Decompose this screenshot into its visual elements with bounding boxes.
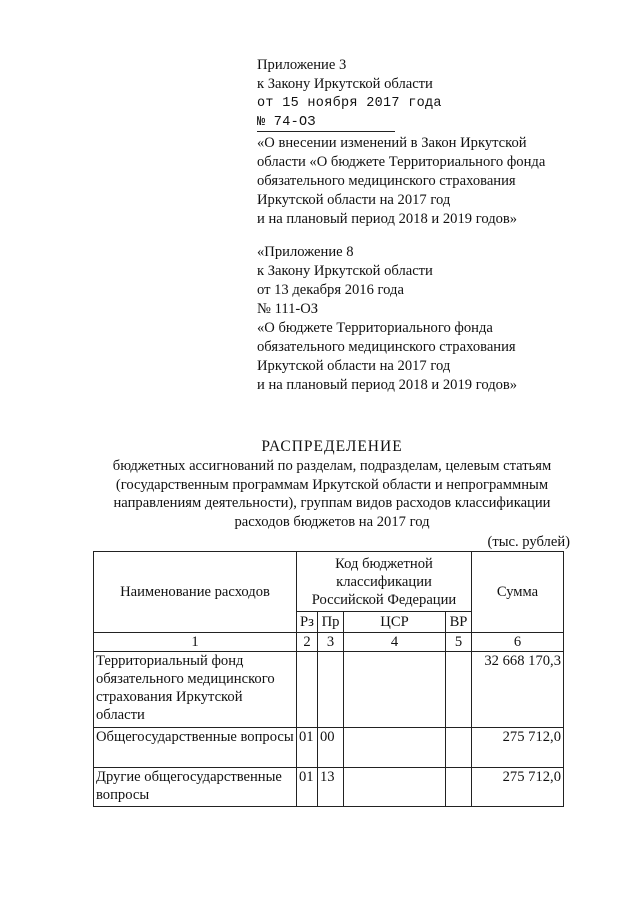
law-number-underline xyxy=(257,131,395,132)
units-label: (тыс. рублей) xyxy=(487,534,570,550)
header-code-group: Код бюджетной классификации Российской Федерации xyxy=(297,552,472,612)
original-appendix-number: «Приложение 8 xyxy=(257,244,354,260)
appendix-law-number: № 74-ОЗ xyxy=(257,115,316,130)
header-pr: Пр xyxy=(318,612,344,633)
row-vr xyxy=(446,768,472,807)
original-appendix-title-1: «О бюджете Территориального фонда xyxy=(257,320,493,336)
original-appendix-law-ref: к Закону Иркутской области xyxy=(257,263,433,279)
row-vr xyxy=(446,728,472,768)
original-appendix-title-4: и на плановый период 2018 и 2019 годов» xyxy=(257,377,518,393)
column-number: 1 xyxy=(94,633,297,652)
header-rz: Рз xyxy=(297,612,318,633)
row-rz xyxy=(297,652,318,728)
column-number: 3 xyxy=(318,633,344,652)
row-csr xyxy=(344,768,446,807)
table-row xyxy=(94,768,564,807)
original-appendix-title-2: обязательного медицинского страхования xyxy=(257,339,516,355)
appendix-law-title-5: и на плановый период 2018 и 2019 годов» xyxy=(257,211,518,227)
row-pr xyxy=(318,652,344,728)
document-title: РАСПРЕДЕЛЕНИЕ xyxy=(261,438,403,455)
appendix-law-title-3: обязательного медицинского страхования xyxy=(257,173,516,189)
row-sum: 32 668 170,3 xyxy=(472,652,564,728)
document-subtitle-2: (государственным программам Иркутской области и непрограммным xyxy=(115,476,549,493)
budget-table xyxy=(93,551,564,807)
appendix-law-title-2: области «О бюджете Территориального фонда xyxy=(257,154,546,170)
row-rz: 01 xyxy=(297,768,318,807)
document-subtitle-1: бюджетных ассигнований по разделам, подразделам, целевым статьям xyxy=(112,458,552,474)
appendix-law-ref: к Закону Иркутской области xyxy=(257,76,433,92)
row-csr xyxy=(344,728,446,768)
column-number: 5 xyxy=(446,633,472,652)
original-appendix-date: от 13 декабря 2016 года xyxy=(257,282,404,298)
header-vr: ВР xyxy=(446,612,472,633)
row-name: Территориальный фонд обязательного медицинского страхования Иркутской области xyxy=(94,652,297,728)
row-vr xyxy=(446,652,472,728)
row-name: Общегосударственные вопросы xyxy=(94,728,297,768)
original-appendix-title-3: Иркутской области на 2017 год xyxy=(257,358,451,374)
header-csr: ЦСР xyxy=(344,612,446,633)
column-number: 2 xyxy=(297,633,318,652)
row-sum: 275 712,0 xyxy=(472,728,564,768)
document-subtitle-4: расходов бюджетов на 2017 год xyxy=(234,513,430,530)
column-number-row xyxy=(94,633,564,652)
header-sum: Сумма xyxy=(472,552,564,633)
column-number: 4 xyxy=(344,633,446,652)
appendix-law-title-4: Иркутской области на 2017 год xyxy=(257,192,451,208)
row-pr: 13 xyxy=(318,768,344,807)
appendix-number: Приложение 3 xyxy=(257,57,347,73)
original-appendix-law-number: № 111-ОЗ xyxy=(257,301,319,317)
header-name: Наименование расходов xyxy=(94,552,297,633)
appendix-date: от 15 ноября 2017 года xyxy=(257,96,442,111)
document-subtitle-3: направлениям деятельности), группам видов расходов классификации xyxy=(113,495,551,511)
row-rz: 01 xyxy=(297,728,318,768)
table-row xyxy=(94,652,564,728)
appendix-header xyxy=(257,56,587,395)
document-title-block xyxy=(92,437,572,531)
appendix-law-title-1: «О внесении изменений в Закон Иркутской xyxy=(257,135,527,151)
row-name: Другие общегосударственные вопросы xyxy=(94,768,297,807)
column-number: 6 xyxy=(472,633,564,652)
table-row xyxy=(94,728,564,768)
row-pr: 00 xyxy=(318,728,344,768)
row-csr xyxy=(344,652,446,728)
row-sum: 275 712,0 xyxy=(472,768,564,807)
